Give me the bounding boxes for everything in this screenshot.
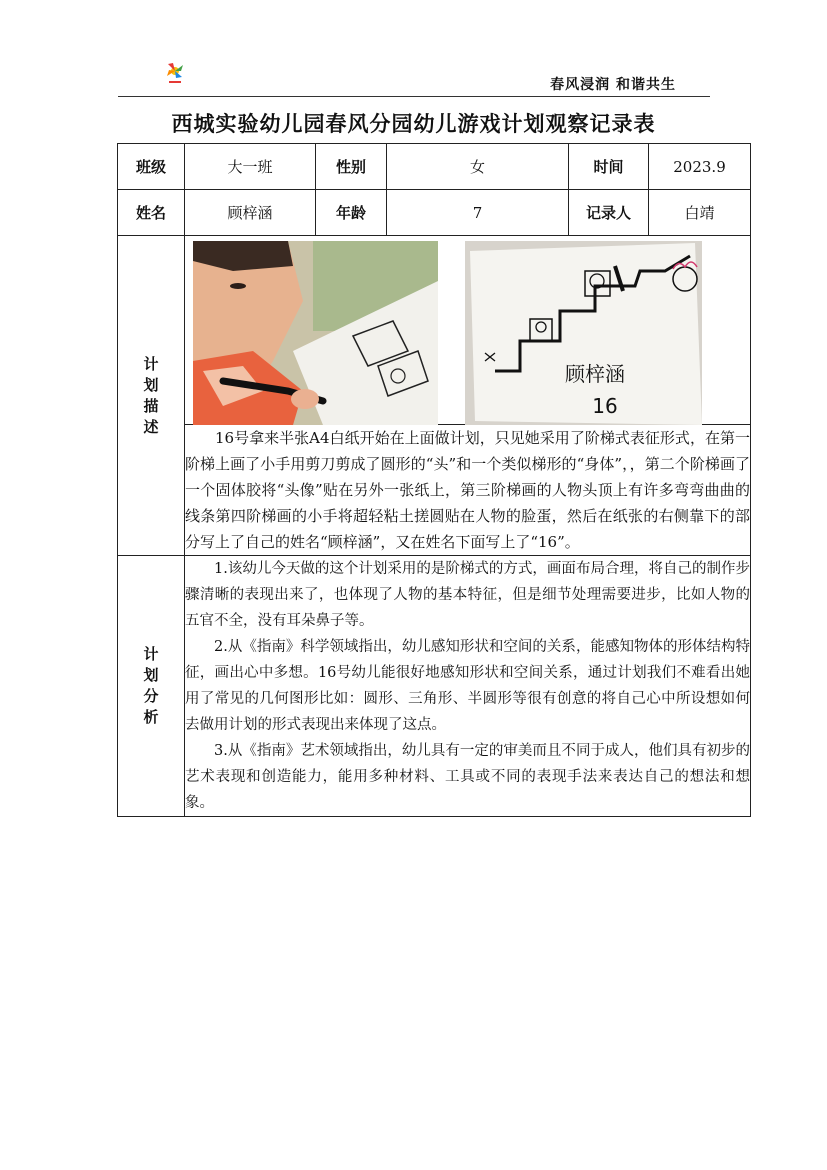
plan-analysis-label: 计 划 分 析 bbox=[118, 556, 185, 817]
gender-label: 性别 bbox=[316, 144, 387, 190]
recorder-label: 记录人 bbox=[569, 190, 649, 236]
plan-description-label: 计 划 描 述 bbox=[118, 236, 185, 556]
analysis-paragraph: 3.从《指南》艺术领域指出，幼儿具有一定的审美而且不同于成人，他们具有初步的艺术表现和创造能力，能用多种材料、工具或不同的表现手法来表达自己的想法和想象。 bbox=[185, 743, 750, 811]
age-value: 7 bbox=[387, 190, 569, 236]
handwritten-number: 16 bbox=[592, 394, 618, 418]
time-label: 时间 bbox=[569, 144, 649, 190]
analysis-paragraph: 1.该幼儿今天做的这个计划采用的是阶梯式的方式，画面布局合理，将自己的制作步骤清晰的表现出来了，也体现了人物的基本特征，但是细节处理需要进步，比如人物的五官不全，没有耳朵鼻子等。 bbox=[185, 561, 750, 629]
table-row bbox=[118, 144, 751, 190]
table-row bbox=[118, 190, 751, 236]
age-label: 年龄 bbox=[316, 190, 387, 236]
analysis-paragraph: 2.从《指南》科学领域指出，幼儿感知形状和空间的关系，能感知物体的形体结构特征，画出心中多想。16号幼儿能很好地感知形状和空间关系，通过计划我们不难看出她用了常见的几何图形比如：圆形、三角形、半圆形等很有创意的将自己心中所设想如何去做用计划的形式表现出来体现了这点。 bbox=[185, 639, 750, 733]
table-row bbox=[118, 236, 751, 425]
page-title: 西城实验幼儿园春风分园幼儿游戏计划观察记录表 bbox=[171, 111, 656, 136]
plan-analysis-text bbox=[185, 556, 751, 817]
time-value: 2023.9 bbox=[649, 144, 751, 190]
header-slogan: 春风浸润 和谐共生 bbox=[550, 77, 676, 93]
observation-record-table bbox=[117, 143, 751, 817]
gender-value: 女 bbox=[387, 144, 569, 190]
table-row bbox=[118, 556, 751, 817]
table-row bbox=[118, 425, 751, 556]
plan-drawing-photo bbox=[465, 241, 702, 425]
page-header bbox=[118, 58, 710, 97]
handwritten-name: 顾梓涵 bbox=[565, 362, 625, 386]
name-value: 顾梓涵 bbox=[185, 190, 316, 236]
photo-cell bbox=[185, 236, 751, 425]
class-value: 大一班 bbox=[185, 144, 316, 190]
plan-description-text: 16号拿来半张A4白纸开始在上面做计划，只见她采用了阶梯式表征形式，在第一阶梯上画了小手用剪刀剪成了圆形的“头”和一个类似梯形的“身体”，，第二个阶梯画了一个固体胶将“头像”贴在另外一张纸上，第三阶梯画的人物头顶上有许多弯弯曲曲的线条第四阶梯画的小手将超轻粘土搓圆贴在人物的脸蛋，然后在纸张的右侧靠下的部分写上了自己的姓名“顾梓涵”，又在姓名下面写上了“16”。 bbox=[185, 425, 751, 556]
kindergarten-logo bbox=[162, 60, 188, 86]
child-drawing-photo bbox=[193, 241, 438, 425]
recorder-value: 白靖 bbox=[649, 190, 751, 236]
name-label: 姓名 bbox=[118, 190, 185, 236]
class-label: 班级 bbox=[118, 144, 185, 190]
